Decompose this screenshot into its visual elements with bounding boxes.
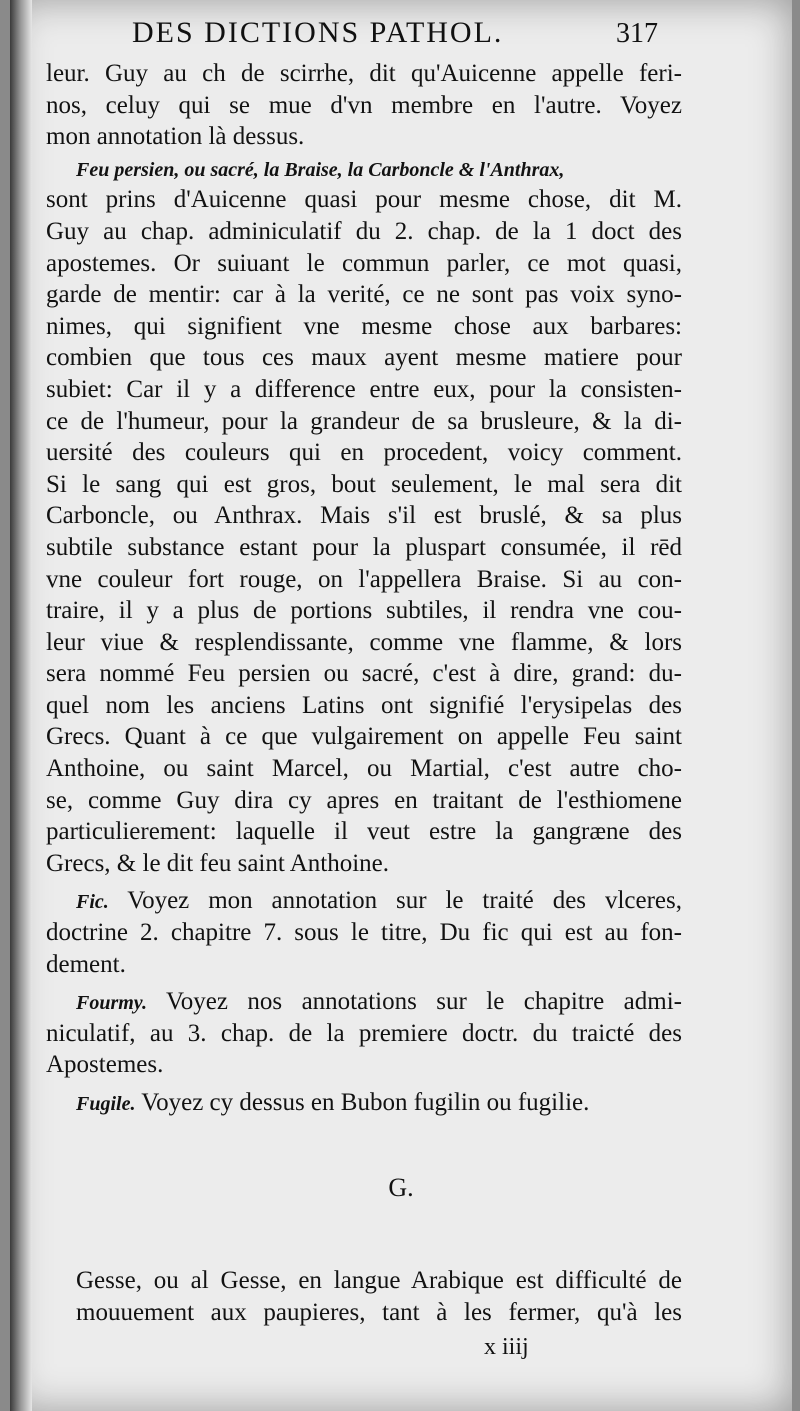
entry-term: Fourmy. (76, 992, 147, 1015)
text-line: mon annotation là dessus. (46, 123, 305, 151)
text-line: se, comme Guy dira cy apres en traitant de l'esthiomene (46, 786, 682, 814)
entry-term: Fic. (76, 891, 109, 914)
text-line: combien que tous ces maux ayent mesme matiere pour (46, 344, 682, 372)
entry-fugile (46, 1087, 682, 1119)
running-head: DES DICTIONS PATHOL. (132, 16, 504, 49)
book-page (10, 0, 792, 1411)
text-line: dement. (46, 950, 126, 978)
entry-text: Voyez nos annotations sur le chapitre admi- (165, 988, 682, 1016)
text-line: nimes, qui signifient vne mesme chose aux barbares: (46, 312, 682, 340)
text-line: Gesse, ou al Gesse, en langue Arabique est difficulté de (76, 1267, 682, 1294)
text-line: sont prins d'Auicenne quasi pour mesme chose, dit M. (46, 186, 682, 214)
text-line: Apostemes. (46, 1051, 164, 1079)
text-block (46, 58, 682, 1119)
text-line: garde de mentir: car à la verité, ce ne sont pas voix syno- (46, 281, 682, 309)
text-line: quel nom les anciens Latins ont signifié l'erysipelas des (46, 691, 682, 719)
text-line (46, 885, 682, 917)
text-line: Anthoine, ou saint Marcel, ou Martial, c'est autre cho- (46, 755, 682, 783)
entry-term: Fugile. (76, 1093, 136, 1115)
entry-term-line (46, 153, 682, 185)
text-line: Grecs, & le dit feu saint Anthoine. (46, 849, 389, 877)
text-line: leur viue & resplendissante, comme vne flamme, & lors (46, 628, 682, 656)
text-line (46, 1087, 682, 1119)
text-line: traire, il y a plus de portions subtiles, il rendra vne cou- (46, 597, 682, 625)
text-line: nos, celuy qui se mue d'vn membre en l'autre. Voyez (46, 91, 682, 119)
text-line: niculatif, au 3. chap. de la premiere doctr. du traicté des (46, 1019, 682, 1047)
text-line: doctrine 2. chapitre 7. sous le titre, Du fic qui est au fon- (46, 919, 682, 947)
text-line: vne couleur fort rouge, on l'appellera Braise. Si au con- (46, 565, 682, 593)
text-block-g (76, 1264, 682, 1327)
entry-feu-persien (46, 153, 682, 880)
text-line: subtile substance estant pour la pluspart consumée, il rēd (46, 533, 682, 561)
text-line: Si le sang qui est gros, bout seulement, le mal sera dit (46, 470, 682, 498)
text-line: Carboncle, ou Anthrax. Mais s'il est bruslé, & sa plus (46, 502, 682, 530)
section-letter: G. (388, 1173, 414, 1202)
text-line: leur. Guy au ch de scirrhe, dit qu'Auicenne appelle feri- (46, 60, 682, 87)
entry-continuation (46, 58, 682, 153)
text-line: apostemes. Or suiuant le commun parler, ce mot quasi, (46, 249, 682, 277)
entry-text: Voyez cy dessus en Bubon fugilin ou fugilie. (141, 1089, 590, 1116)
entry-text: Voyez mon annotation sur le traité des vlceres, (127, 887, 682, 915)
entry-fic (46, 885, 682, 980)
text-line: Guy au chap. adminiculatif du 2. chap. de la 1 doct des (46, 217, 682, 245)
entry-term: Feu persien, ou sacré, la Braise, la Carboncle & l'Anthrax, (76, 158, 565, 181)
text-line: uersité des couleurs qui en procedent, voicy comment. (46, 439, 682, 467)
text-line: mouuement aux paupieres, tant à les fermer, qu'à les (76, 1298, 682, 1326)
text-line: particulierement: laquelle il veut estre la gangræne des (46, 818, 682, 846)
text-line (46, 986, 682, 1018)
signature-mark: x iiij (484, 1334, 529, 1360)
text-line: ce de l'humeur, pour la grandeur de sa brusleure, & la di- (46, 407, 682, 435)
text-line: subiet: Car il y a difference entre eux, pour la consisten- (46, 375, 682, 403)
page-number: 317 (616, 18, 658, 49)
text-line: sera nommé Feu persien ou sacré, c'est à dire, grand: du- (46, 660, 682, 688)
entry-fourmy (46, 986, 682, 1081)
text-line: Grecs. Quant à ce que vulgairement on appelle Feu saint (46, 723, 682, 751)
